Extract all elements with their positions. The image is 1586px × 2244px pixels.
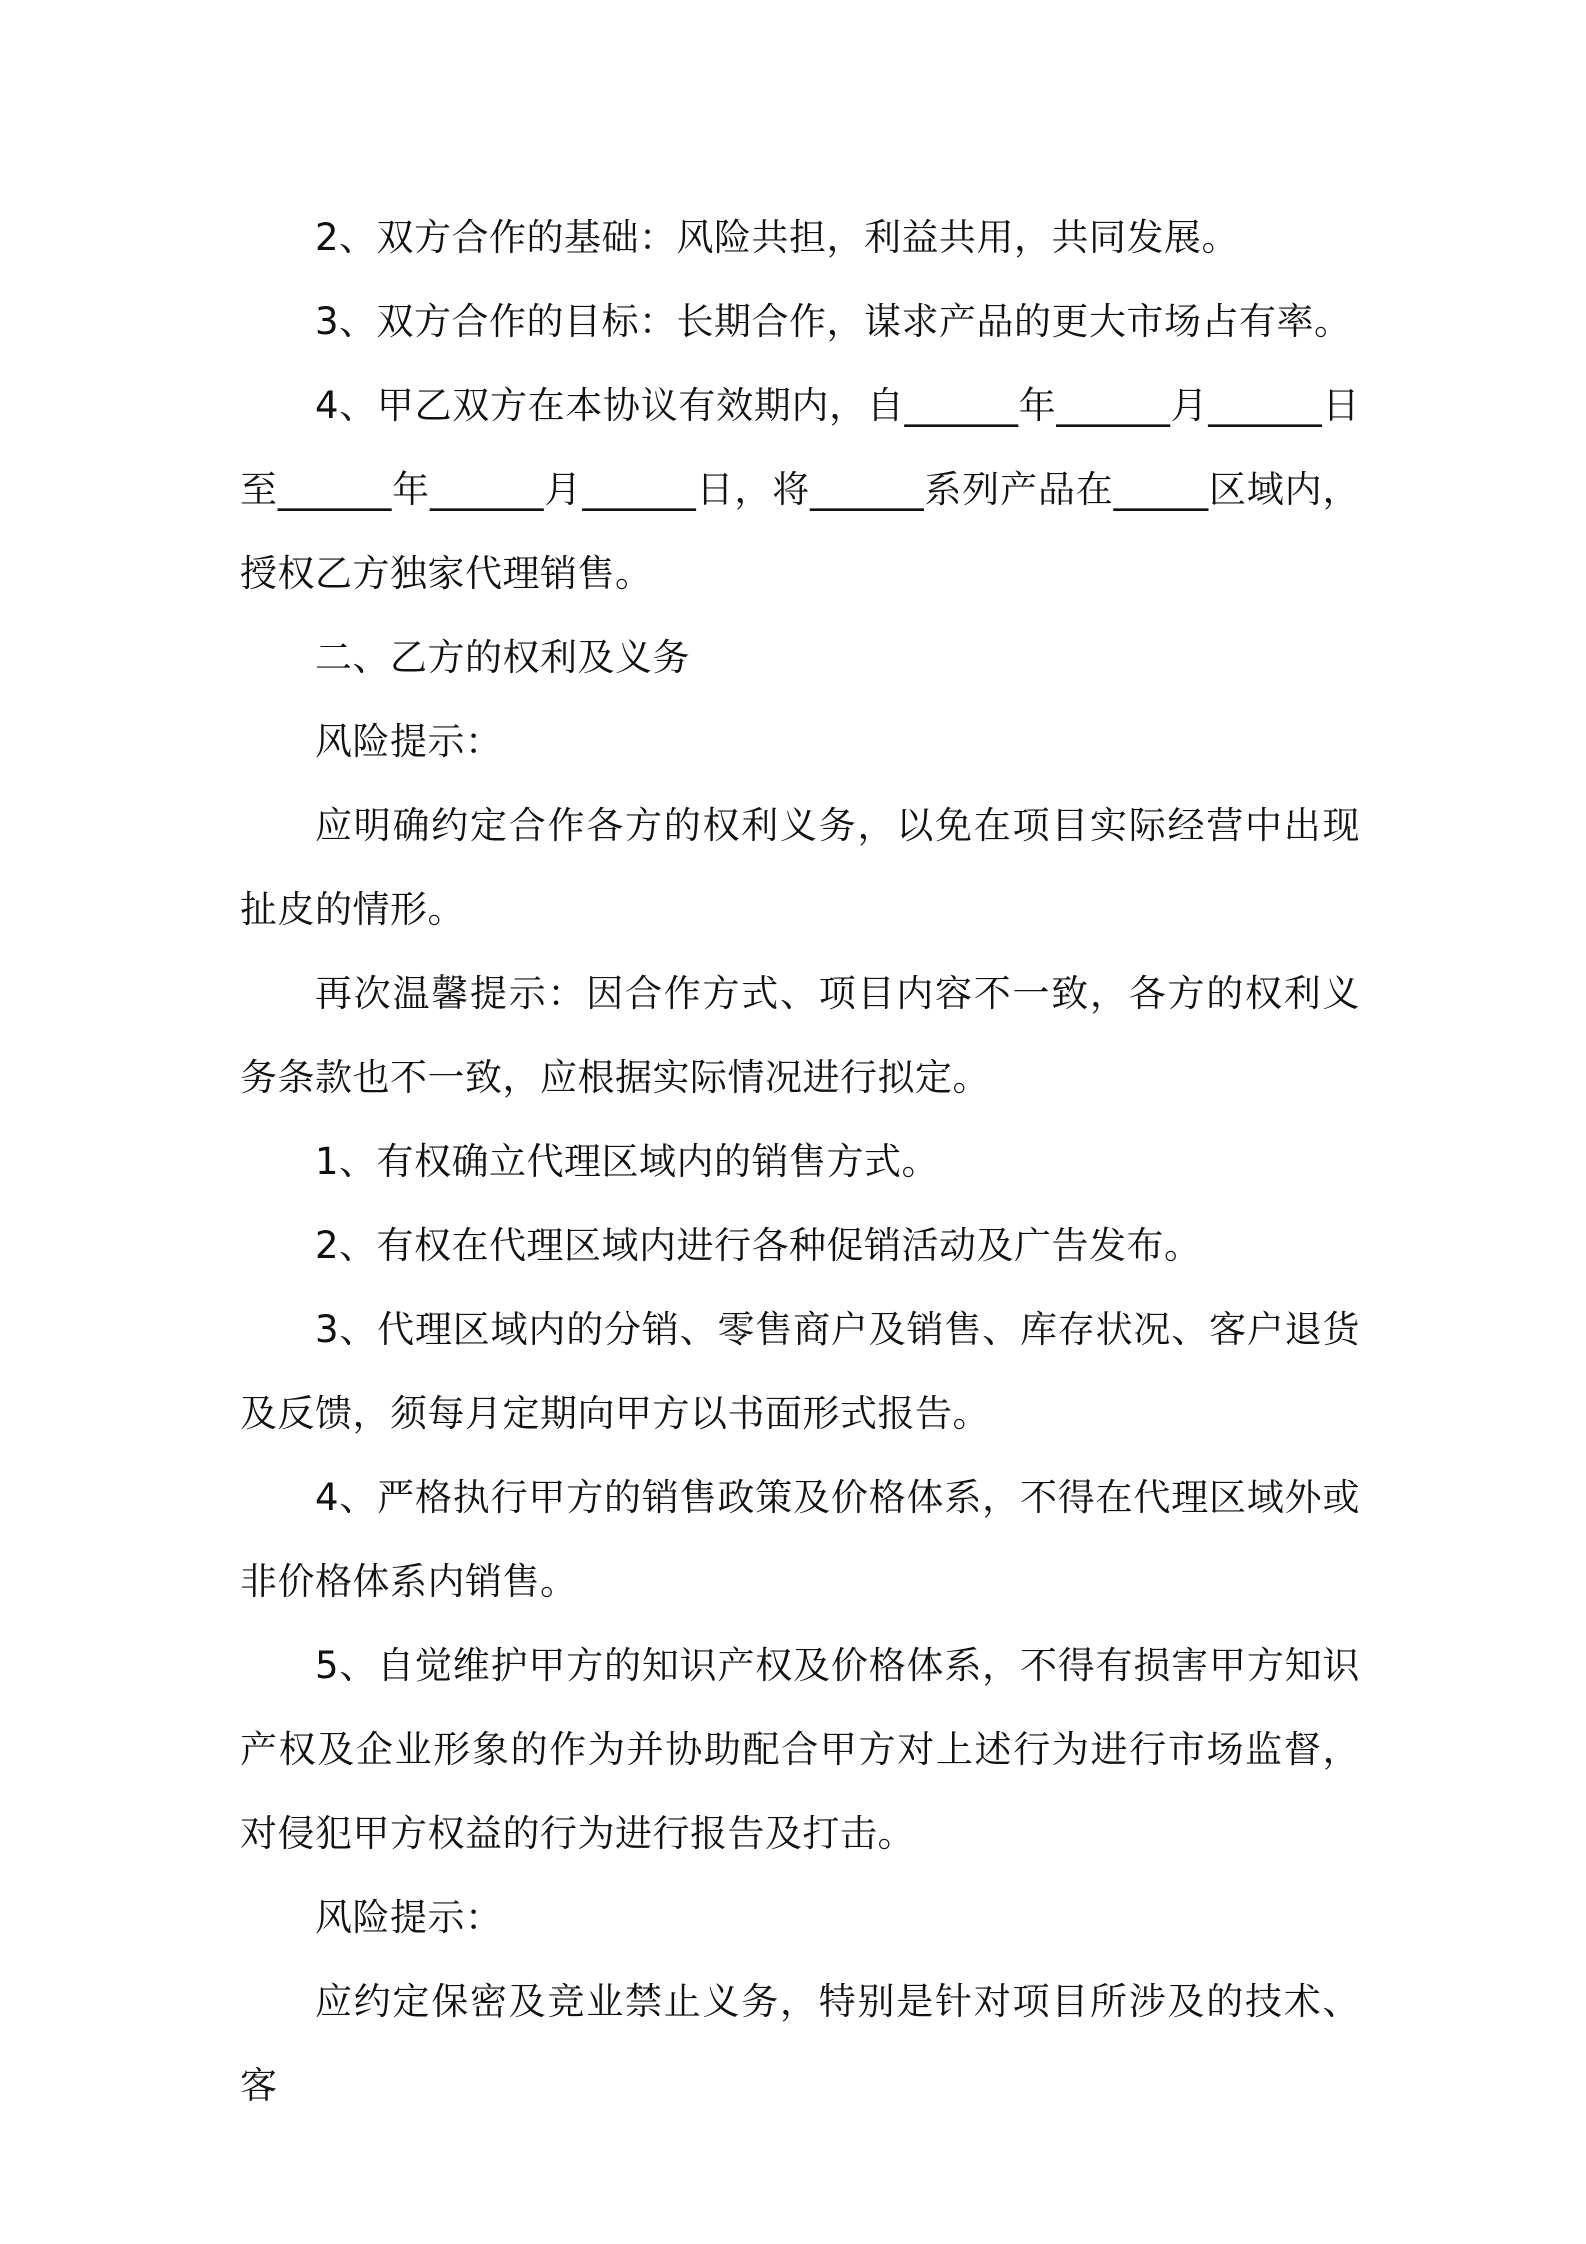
- right-item-3: 3、代理区域内的分销、零售商户及销售、库存状况、客户退货及反馈，须每月定期向甲方以书面形式报告。: [240, 1308, 1360, 1435]
- clause-4-authorization-period: 4、甲乙双方在本协议有效期内，自______年______月______日至______年______月______日，将______系列产品在_____区域内，授权乙方独家代理销售。: [240, 384, 1360, 595]
- document-body: [240, 196, 1360, 2128]
- risk-notice-label: 风险提示：: [315, 720, 503, 763]
- right-item-2: 2、有权在代理区域内进行各种促销活动及广告发布。: [315, 1224, 1202, 1267]
- clause-2-cooperation-basis: 2、双方合作的基础：风险共担，利益共用，共同发展。: [315, 216, 1240, 259]
- right-item-4: 4、严格执行甲方的销售政策及价格体系，不得在代理区域外或非价格体系内销售。: [240, 1476, 1360, 1603]
- right-item-5: 5、自觉维护甲方的知识产权及价格体系，不得有损害甲方知识产权及企业形象的作为并协助配合甲方对上述行为进行市场监督，对侵犯甲方权益的行为进行报告及打击。: [240, 1644, 1360, 1855]
- clause-3-cooperation-goal: 3、双方合作的目标：长期合作，谋求产品的更大市场占有率。: [315, 300, 1352, 343]
- risk-notice-text-2: 应约定保密及竞业禁止义务，特别是针对项目所涉及的技术、客: [240, 1980, 1360, 2107]
- risk-notice-label-2: 风险提示：: [315, 1896, 503, 1939]
- risk-notice-text: 应明确约定合作各方的权利义务，以免在项目实际经营中出现扯皮的情形。: [240, 804, 1360, 931]
- right-item-1: 1、有权确立代理区域内的销售方式。: [315, 1140, 940, 1183]
- section-heading-party-b-rights: 二、乙方的权利及义务: [315, 636, 690, 679]
- reminder-text: 再次温馨提示：因合作方式、项目内容不一致，各方的权利义务条款也不一致，应根据实际情况进行拟定。: [240, 972, 1360, 1099]
